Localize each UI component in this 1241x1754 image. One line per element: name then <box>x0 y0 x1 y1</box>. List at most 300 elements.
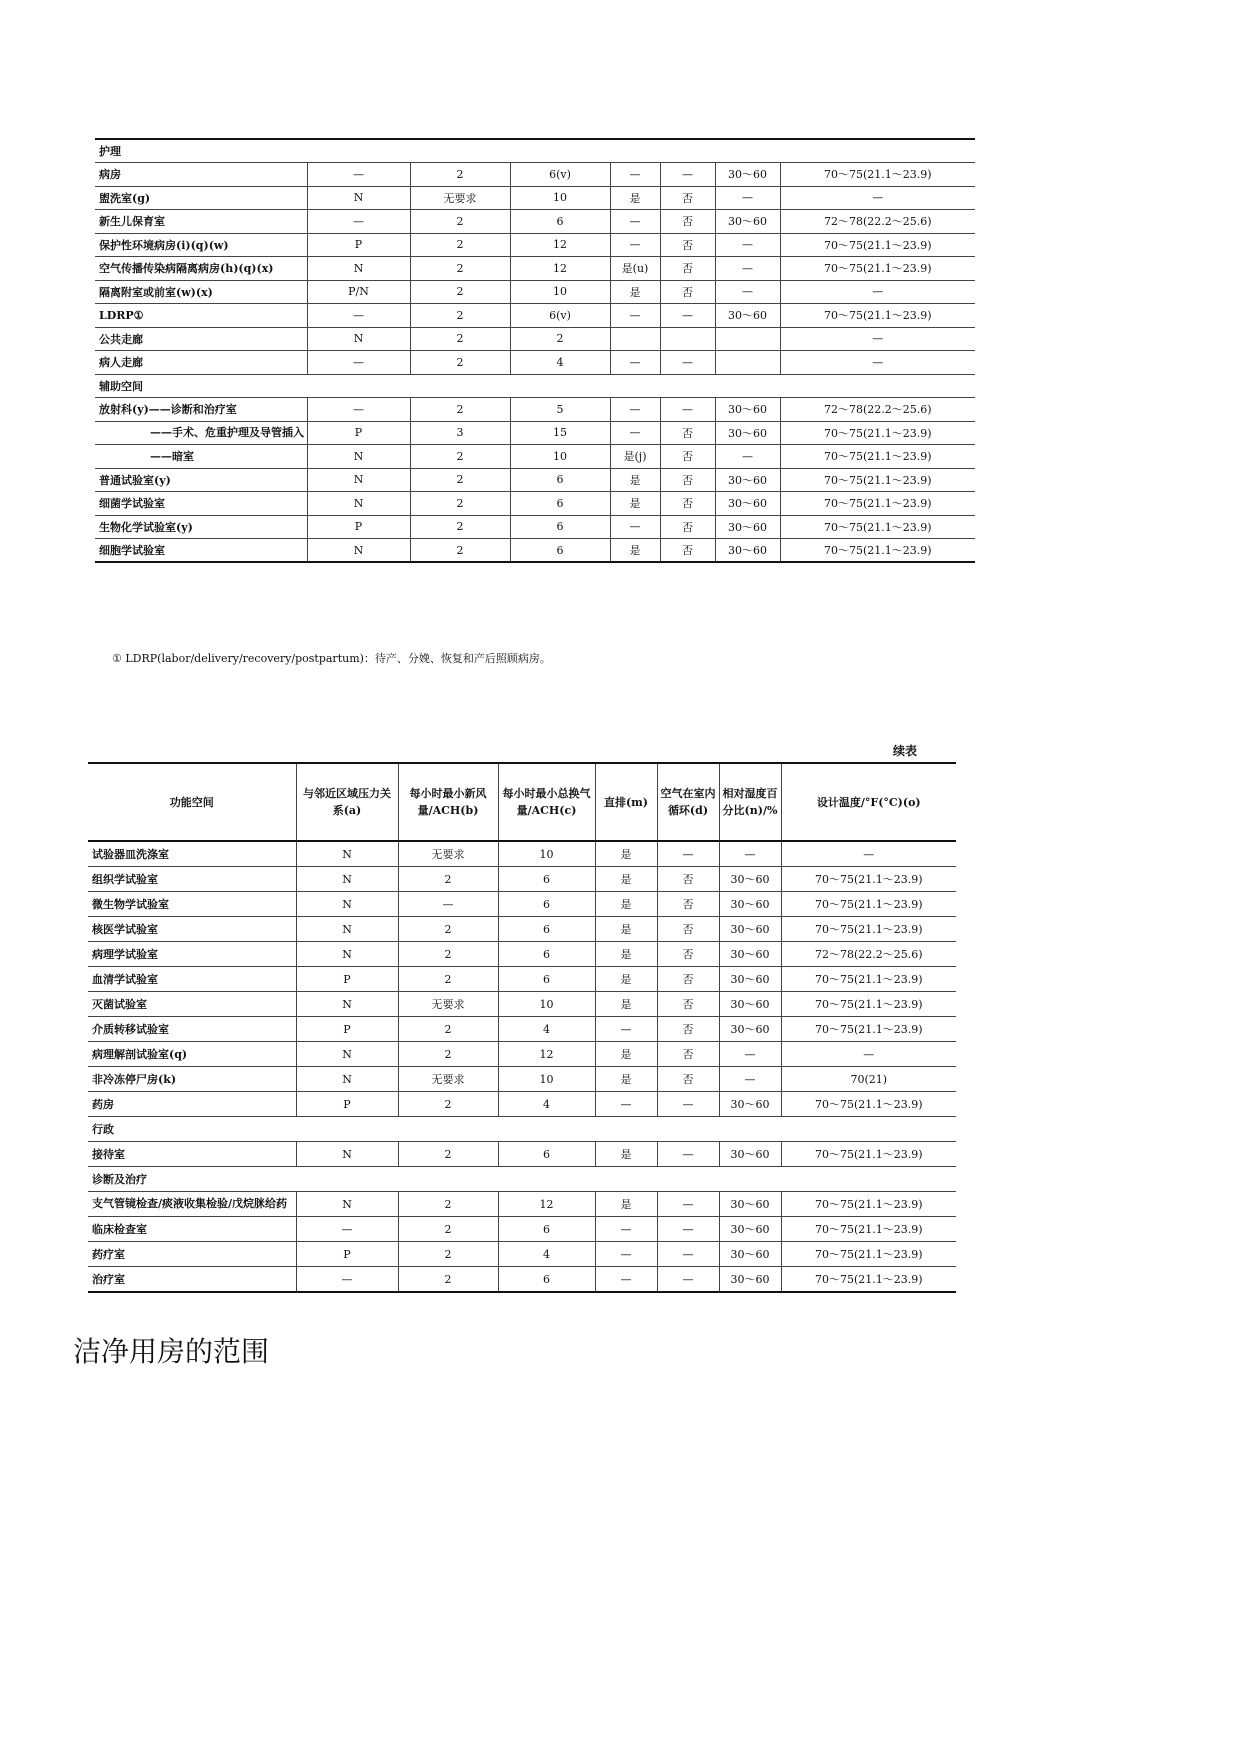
value-cell-m: 是 <box>610 468 660 492</box>
value-cell-b: 2 <box>410 163 510 187</box>
space-name-cell: ——暗室 <box>95 445 307 469</box>
value-cell-c: 4 <box>498 1242 595 1267</box>
value-cell-b: 2 <box>398 942 498 967</box>
header-cell: 空气在室内循环(d) <box>657 763 719 841</box>
value-cell-m: 是 <box>610 186 660 210</box>
value-cell-a: N <box>296 1192 398 1217</box>
value-cell-m: 是(j) <box>610 445 660 469</box>
value-cell-o: 70～75(21.1～23.9) <box>781 1142 956 1167</box>
value-cell-d: 否 <box>657 917 719 942</box>
value-cell-a: N <box>296 892 398 917</box>
value-cell-d: 否 <box>660 280 715 304</box>
header-cell: 与邻近区域压力关系(a) <box>296 763 398 841</box>
value-cell-o: 70～75(21.1～23.9) <box>781 1017 956 1042</box>
space-name-cell: 血清学试验室 <box>88 967 296 992</box>
value-cell-o: 72～78(22.2～25.6) <box>780 210 975 234</box>
table-row <box>95 468 975 492</box>
section-label: 诊断及治疗 <box>88 1167 956 1192</box>
value-cell-c: 6 <box>510 515 610 539</box>
value-cell-n <box>715 327 780 351</box>
value-cell-o: 70～75(21.1～23.9) <box>780 257 975 281</box>
section-label: 行政 <box>88 1117 956 1142</box>
table-section-row <box>95 374 975 398</box>
header-cell: 设计温度/°F(°C)(o) <box>781 763 956 841</box>
value-cell-c: 6 <box>510 210 610 234</box>
header-cell: 功能空间 <box>88 763 296 841</box>
value-cell-m: 是 <box>595 942 657 967</box>
value-cell-n: 30～60 <box>719 967 781 992</box>
table-row <box>95 257 975 281</box>
table-row <box>95 163 975 187</box>
value-cell-a: N <box>307 445 410 469</box>
value-cell-a: N <box>307 327 410 351</box>
value-cell-m: 是 <box>595 1067 657 1092</box>
value-cell-c: 6 <box>498 942 595 967</box>
space-name-cell: 核医学试验室 <box>88 917 296 942</box>
value-cell-n: — <box>715 445 780 469</box>
table-row <box>95 398 975 422</box>
space-name-cell: 非冷冻停尸房(k) <box>88 1067 296 1092</box>
value-cell-m: — <box>610 304 660 328</box>
value-cell-b: 2 <box>410 257 510 281</box>
value-cell-m: 是 <box>610 539 660 563</box>
value-cell-b: 2 <box>398 967 498 992</box>
table-row <box>95 515 975 539</box>
value-cell-c: 4 <box>498 1017 595 1042</box>
table-row <box>88 967 956 992</box>
value-cell-d: — <box>660 163 715 187</box>
table-row <box>88 1017 956 1042</box>
value-cell-n: 30～60 <box>719 1217 781 1242</box>
value-cell-n: 30～60 <box>719 867 781 892</box>
space-name-cell: 临床检查室 <box>88 1217 296 1242</box>
space-name-cell: 介质转移试验室 <box>88 1017 296 1042</box>
value-cell-o: 70(21) <box>781 1067 956 1092</box>
value-cell-a: P <box>307 515 410 539</box>
value-cell-o: 70～75(21.1～23.9) <box>781 917 956 942</box>
value-cell-b: 2 <box>398 1192 498 1217</box>
value-cell-b: 2 <box>410 351 510 375</box>
value-cell-n: 30～60 <box>719 1192 781 1217</box>
space-name-cell: 治疗室 <box>88 1267 296 1293</box>
value-cell-m: — <box>610 398 660 422</box>
value-cell-a: N <box>296 841 398 867</box>
value-cell-o: — <box>780 186 975 210</box>
value-cell-n: — <box>715 233 780 257</box>
table-row <box>95 304 975 328</box>
table-row <box>88 1142 956 1167</box>
value-cell-n: 30～60 <box>715 515 780 539</box>
value-cell-o: 70～75(21.1～23.9) <box>781 992 956 1017</box>
value-cell-a: N <box>296 1142 398 1167</box>
value-cell-d: — <box>657 1242 719 1267</box>
value-cell-o: 70～75(21.1～23.9) <box>781 1242 956 1267</box>
space-name-cell: 空气传播传染病隔离病房(h)(q)(x) <box>95 257 307 281</box>
value-cell-a: — <box>307 163 410 187</box>
value-cell-d: 否 <box>657 1067 719 1092</box>
value-cell-d: 否 <box>657 992 719 1017</box>
value-cell-m: 是 <box>595 892 657 917</box>
value-cell-a: N <box>296 1042 398 1067</box>
value-cell-m: 是 <box>595 967 657 992</box>
value-cell-c: 6 <box>510 492 610 516</box>
space-name-cell: 盥洗室(g) <box>95 186 307 210</box>
value-cell-d: — <box>657 1142 719 1167</box>
value-cell-a: — <box>307 304 410 328</box>
table-section-row <box>88 1167 956 1192</box>
value-cell-d: — <box>657 1267 719 1293</box>
value-cell-d: — <box>657 1092 719 1117</box>
space-name-cell: 组织学试验室 <box>88 867 296 892</box>
table-row <box>88 1092 956 1117</box>
table-row <box>88 992 956 1017</box>
value-cell-d: 否 <box>660 210 715 234</box>
value-cell-a: — <box>307 351 410 375</box>
space-name-cell: 药房 <box>88 1092 296 1117</box>
value-cell-n: 30～60 <box>715 468 780 492</box>
value-cell-d: 否 <box>660 539 715 563</box>
value-cell-b: 2 <box>410 210 510 234</box>
value-cell-o: 70～75(21.1～23.9) <box>781 1092 956 1117</box>
value-cell-c: 6 <box>510 539 610 563</box>
value-cell-b: 2 <box>398 1267 498 1293</box>
space-name-cell: 生物化学试验室(y) <box>95 515 307 539</box>
value-cell-a: N <box>307 257 410 281</box>
value-cell-b: 2 <box>398 1217 498 1242</box>
value-cell-d: — <box>660 351 715 375</box>
value-cell-a: — <box>307 210 410 234</box>
value-cell-c: 15 <box>510 421 610 445</box>
value-cell-n: 30～60 <box>719 1242 781 1267</box>
space-name-cell: 灭菌试验室 <box>88 992 296 1017</box>
value-cell-m: 是 <box>595 917 657 942</box>
value-cell-c: 2 <box>510 327 610 351</box>
value-cell-d <box>660 327 715 351</box>
value-cell-n: 30～60 <box>715 539 780 563</box>
value-cell-m: — <box>610 515 660 539</box>
value-cell-n: 30～60 <box>715 210 780 234</box>
value-cell-d: 否 <box>660 421 715 445</box>
value-cell-o: 70～75(21.1～23.9) <box>780 515 975 539</box>
value-cell-o: 70～75(21.1～23.9) <box>780 445 975 469</box>
value-cell-b: 2 <box>398 917 498 942</box>
value-cell-b: 2 <box>410 515 510 539</box>
space-name-cell: 病房 <box>95 163 307 187</box>
value-cell-d: 否 <box>660 257 715 281</box>
table-row <box>95 280 975 304</box>
value-cell-o: 70～75(21.1～23.9) <box>780 163 975 187</box>
space-name-cell: 细胞学试验室 <box>95 539 307 563</box>
value-cell-c: 10 <box>510 280 610 304</box>
value-cell-m: 是(u) <box>610 257 660 281</box>
value-cell-n: 30～60 <box>719 942 781 967</box>
value-cell-m: — <box>610 351 660 375</box>
space-name-cell: LDRP① <box>95 304 307 328</box>
ventilation-table-continued <box>88 762 956 1293</box>
value-cell-d: 否 <box>660 186 715 210</box>
value-cell-b: 2 <box>398 1017 498 1042</box>
value-cell-c: 10 <box>510 186 610 210</box>
value-cell-m: — <box>595 1092 657 1117</box>
table-section-row <box>95 139 975 163</box>
value-cell-m <box>610 327 660 351</box>
value-cell-n: 30～60 <box>719 1017 781 1042</box>
value-cell-c: 12 <box>498 1042 595 1067</box>
value-cell-m: — <box>610 163 660 187</box>
value-cell-n: 30～60 <box>719 1092 781 1117</box>
value-cell-o: — <box>780 280 975 304</box>
value-cell-a: N <box>307 186 410 210</box>
table-row <box>95 186 975 210</box>
table-row <box>88 1192 956 1217</box>
table-row <box>88 867 956 892</box>
value-cell-n <box>715 351 780 375</box>
value-cell-n: 30～60 <box>715 421 780 445</box>
space-name-cell: 新生儿保育室 <box>95 210 307 234</box>
table-row <box>88 1042 956 1067</box>
header-cell: 每小时最小新风量/ACH(b) <box>398 763 498 841</box>
value-cell-c: 6(v) <box>510 163 610 187</box>
value-cell-o: 70～75(21.1～23.9) <box>780 421 975 445</box>
space-name-cell: 普通试验室(y) <box>95 468 307 492</box>
value-cell-b: 2 <box>410 398 510 422</box>
value-cell-n: 30～60 <box>719 917 781 942</box>
value-cell-d: — <box>660 398 715 422</box>
value-cell-a: P <box>296 1242 398 1267</box>
value-cell-d: — <box>657 1192 719 1217</box>
table-row <box>95 421 975 445</box>
value-cell-c: 10 <box>510 445 610 469</box>
value-cell-m: 是 <box>610 492 660 516</box>
footnote: ① LDRP(labor/delivery/recovery/postpartum)：待产、分娩、恢复和产后照顾病房。 <box>112 652 551 665</box>
ventilation-table-nursing <box>95 138 975 563</box>
value-cell-a: P <box>296 967 398 992</box>
header-cell: 每小时最小总换气量/ACH(c) <box>498 763 595 841</box>
value-cell-c: 6 <box>510 468 610 492</box>
value-cell-b: 无要求 <box>398 992 498 1017</box>
value-cell-c: 6 <box>498 1142 595 1167</box>
value-cell-b: 2 <box>398 1042 498 1067</box>
header-cell: 相对湿度百分比(n)/% <box>719 763 781 841</box>
table-row <box>88 1242 956 1267</box>
value-cell-a: N <box>307 539 410 563</box>
value-cell-o: 72～78(22.2～25.6) <box>780 398 975 422</box>
table-row <box>95 492 975 516</box>
value-cell-o: 70～75(21.1～23.9) <box>781 892 956 917</box>
value-cell-b: 2 <box>410 539 510 563</box>
value-cell-o: 70～75(21.1～23.9) <box>780 492 975 516</box>
value-cell-o: — <box>781 1042 956 1067</box>
value-cell-c: 6 <box>498 1217 595 1242</box>
value-cell-d: 否 <box>657 942 719 967</box>
value-cell-n: 30～60 <box>715 163 780 187</box>
value-cell-c: 6 <box>498 1267 595 1293</box>
value-cell-o: 70～75(21.1～23.9) <box>781 1217 956 1242</box>
value-cell-d: 否 <box>657 967 719 992</box>
value-cell-n: 30～60 <box>715 398 780 422</box>
value-cell-d: 否 <box>660 515 715 539</box>
value-cell-a: P <box>296 1092 398 1117</box>
value-cell-o: — <box>780 351 975 375</box>
value-cell-n: — <box>715 257 780 281</box>
value-cell-c: 6 <box>498 967 595 992</box>
space-name-cell: 隔离附室或前室(w)(x) <box>95 280 307 304</box>
value-cell-c: 6 <box>498 867 595 892</box>
space-name-cell: 试验器皿洗涤室 <box>88 841 296 867</box>
value-cell-n: 30～60 <box>719 1267 781 1293</box>
value-cell-d: — <box>660 304 715 328</box>
value-cell-m: — <box>595 1242 657 1267</box>
value-cell-c: 10 <box>498 992 595 1017</box>
table-row <box>88 841 956 867</box>
value-cell-n: — <box>719 1042 781 1067</box>
table-row <box>95 351 975 375</box>
space-name-cell: 接待室 <box>88 1142 296 1167</box>
value-cell-o: 70～75(21.1～23.9) <box>780 468 975 492</box>
value-cell-d: 否 <box>657 867 719 892</box>
value-cell-d: 否 <box>657 1017 719 1042</box>
value-cell-b: 2 <box>398 867 498 892</box>
value-cell-d: 否 <box>660 492 715 516</box>
table-row <box>88 917 956 942</box>
header-cell: 直排(m) <box>595 763 657 841</box>
value-cell-c: 4 <box>498 1092 595 1117</box>
value-cell-b: 2 <box>410 327 510 351</box>
value-cell-m: 是 <box>595 1042 657 1067</box>
space-name-cell: 微生物学试验室 <box>88 892 296 917</box>
value-cell-c: 12 <box>510 233 610 257</box>
table-row <box>95 539 975 563</box>
value-cell-m: — <box>610 233 660 257</box>
value-cell-d: 否 <box>657 892 719 917</box>
space-name-cell: 放射科(y)——诊断和治疗室 <box>95 398 307 422</box>
value-cell-a: N <box>296 942 398 967</box>
value-cell-b: 2 <box>410 280 510 304</box>
value-cell-m: — <box>610 421 660 445</box>
value-cell-a: N <box>296 867 398 892</box>
value-cell-o: 70～75(21.1～23.9) <box>780 233 975 257</box>
value-cell-a: P <box>307 421 410 445</box>
value-cell-o: — <box>780 327 975 351</box>
value-cell-d: 否 <box>660 445 715 469</box>
value-cell-n: — <box>715 186 780 210</box>
value-cell-n: 30～60 <box>715 492 780 516</box>
space-name-cell: 保护性环境病房(i)(q)(w) <box>95 233 307 257</box>
value-cell-a: N <box>296 992 398 1017</box>
value-cell-c: 6(v) <box>510 304 610 328</box>
space-name-cell: 病人走廊 <box>95 351 307 375</box>
table-row <box>95 210 975 234</box>
table-row <box>95 445 975 469</box>
table-row <box>88 892 956 917</box>
value-cell-b: 2 <box>410 492 510 516</box>
table-row <box>95 327 975 351</box>
value-cell-o: 70～75(21.1～23.9) <box>780 539 975 563</box>
value-cell-d: 否 <box>660 233 715 257</box>
value-cell-a: N <box>296 1067 398 1092</box>
value-cell-a: P <box>296 1017 398 1042</box>
space-name-cell: 病理解剖试验室(q) <box>88 1042 296 1067</box>
value-cell-m: 是 <box>595 1192 657 1217</box>
value-cell-n: — <box>719 841 781 867</box>
value-cell-c: 10 <box>498 1067 595 1092</box>
value-cell-m: 是 <box>595 841 657 867</box>
value-cell-m: — <box>595 1017 657 1042</box>
section-label: 护理 <box>95 139 975 163</box>
space-name-cell: 细菌学试验室 <box>95 492 307 516</box>
table-row <box>88 1217 956 1242</box>
value-cell-c: 4 <box>510 351 610 375</box>
value-cell-m: 是 <box>595 867 657 892</box>
value-cell-d: 否 <box>657 1042 719 1067</box>
value-cell-d: — <box>657 841 719 867</box>
table-row <box>95 233 975 257</box>
table-row <box>88 1267 956 1293</box>
value-cell-n: — <box>719 1067 781 1092</box>
space-name-cell: 支气管镜检查/痰液收集检验/戊烷脒给药 <box>88 1192 296 1217</box>
value-cell-b: 2 <box>410 304 510 328</box>
value-cell-d: 否 <box>660 468 715 492</box>
value-cell-a: — <box>296 1217 398 1242</box>
value-cell-n: — <box>715 280 780 304</box>
value-cell-b: 无要求 <box>398 1067 498 1092</box>
value-cell-o: — <box>781 841 956 867</box>
value-cell-b: 2 <box>398 1092 498 1117</box>
value-cell-n: 30～60 <box>715 304 780 328</box>
value-cell-b: 2 <box>410 468 510 492</box>
section-label: 辅助空间 <box>95 374 975 398</box>
value-cell-a: P <box>307 233 410 257</box>
space-name-cell: 药疗室 <box>88 1242 296 1267</box>
value-cell-n: 30～60 <box>719 992 781 1017</box>
value-cell-b: — <box>398 892 498 917</box>
space-name-cell: 病理学试验室 <box>88 942 296 967</box>
value-cell-m: 是 <box>595 992 657 1017</box>
value-cell-m: — <box>610 210 660 234</box>
value-cell-c: 6 <box>498 892 595 917</box>
value-cell-b: 3 <box>410 421 510 445</box>
value-cell-o: 70～75(21.1～23.9) <box>781 967 956 992</box>
value-cell-o: 70～75(21.1～23.9) <box>781 867 956 892</box>
table-header-row <box>88 763 956 841</box>
value-cell-m: 是 <box>610 280 660 304</box>
value-cell-d: — <box>657 1217 719 1242</box>
value-cell-a: N <box>307 492 410 516</box>
space-name-cell: ——手术、危重护理及导管插入 <box>95 421 307 445</box>
value-cell-b: 2 <box>410 445 510 469</box>
value-cell-m: 是 <box>595 1142 657 1167</box>
table-section-row <box>88 1117 956 1142</box>
table-row <box>88 1067 956 1092</box>
value-cell-a: N <box>296 917 398 942</box>
value-cell-b: 2 <box>398 1142 498 1167</box>
value-cell-a: — <box>307 398 410 422</box>
value-cell-m: — <box>595 1217 657 1242</box>
value-cell-m: — <box>595 1267 657 1293</box>
value-cell-b: 2 <box>410 233 510 257</box>
value-cell-a: N <box>307 468 410 492</box>
section-heading: 洁净用房的范围 <box>73 1335 270 1368</box>
value-cell-a: — <box>296 1267 398 1293</box>
value-cell-o: 72～78(22.2～25.6) <box>781 942 956 967</box>
value-cell-a: P/N <box>307 280 410 304</box>
value-cell-c: 10 <box>498 841 595 867</box>
value-cell-o: 70～75(21.1～23.9) <box>781 1192 956 1217</box>
continued-label: 续表 <box>893 744 918 758</box>
value-cell-c: 12 <box>510 257 610 281</box>
value-cell-c: 12 <box>498 1192 595 1217</box>
value-cell-b: 无要求 <box>398 841 498 867</box>
